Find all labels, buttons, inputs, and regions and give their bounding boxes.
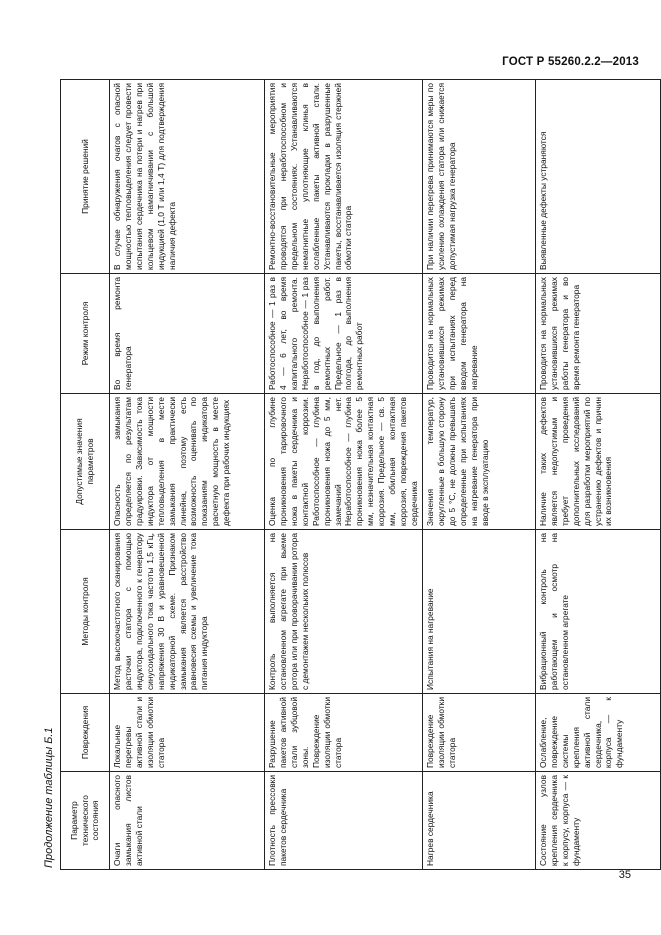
table-cell: Проводится на нормальных установившихся режимах при испытаниях перед вводом генератора на нагревание [422, 274, 535, 394]
header-methods: Методы контроля [61, 530, 110, 694]
table-header-row [61, 80, 110, 870]
table-cell: Ослабление, повреждение системы крепления активной стали сердечника, корпуса — к фундаменту [535, 694, 660, 772]
table-row [422, 80, 535, 870]
table-cell: Выявленные дефекты устраняются [535, 80, 660, 274]
table-cell: Локальные перегревы активной стали и изоляции обмотки статора [110, 694, 265, 772]
header-damage: Повреждения [61, 694, 110, 772]
header-allowed-values: Допустимые значения параметров [61, 394, 110, 530]
header-parameter: Параметр технического состояния [61, 772, 110, 870]
table-row [265, 80, 423, 870]
table-cell: Проводится на нормальных установившихся режимах работы генератора и во время ремонта генератора [535, 274, 660, 394]
table-cell: Оценка по глубине проникновения тарировочного ножа в пакеты сердечника и контактной коррозии. Работоспособное — глубина проникновения ножа до 5 мм, замечаний нет. Неработоспособное — глубина проникновения ножа более 5 мм, незначительная контактная коррозия. Предельное — св. 5 мм, обильная контактная коррозия, повреждения пакетов сердечника [265, 394, 423, 530]
page-number: 35 [618, 869, 631, 881]
table-cell: Разрушение пакетов активной стали зубцовой зоны. Повреждение изоляции обмотки статора [265, 694, 423, 772]
table-caption: Продолжение таблицы Б.1 [43, 727, 55, 868]
header-decision: Принятие решений [61, 80, 110, 274]
rotated-page-area [40, 80, 630, 870]
table-cell: При наличии перегрева принимаются меры по усилению охлаждения статора или снижается допустимая нагрузка генератора [422, 80, 535, 274]
table-cell: Работоспособное — 1 раз в 4 — 6 лет, во время капитального ремонта. Неработоспособное — 1 раз в год, до выполнения ремонтных работ. Предельное — 1 раз в полгода, до выполнения ремонтных работ [265, 274, 423, 394]
table-row [535, 80, 660, 870]
table-cell: Повреждение изоляции обмотки статора [422, 694, 535, 772]
table-cell: Наличие таких дефектов является недопустимым и требует проведения дополнительных исследований для разработки мероприятий по устранению дефектов и причин их возникновения [535, 394, 660, 530]
table-cell: Опасность замыкания определяется по результатам градуировки. Зависимость тока индуктора от мощности тепловыделения в месте замыкания практически линейна, поэтому есть возможность оценивать по показаниям индикатора расчетную мощность в месте дефекта при рабочих индукциях [110, 394, 265, 530]
table-cell: Значения температур, округленные в большую сторону до 5 °С, не должны превышать определенные при испытаниях на нагревание генератора при вводе в эксплуатацию [422, 394, 535, 530]
table-cell: Очаги опасного замыкания листов активной стали [110, 772, 265, 870]
table-cell: В случае обнаружения очагов с опасной мощностью тепловыделения следует провести испытания сердечника на потери и нагрев при кольцевом намагничивании с большой индукцией (1,0 Т или 1,4 Т) для подтверждения наличия дефекта [110, 80, 265, 274]
table-row [110, 80, 265, 870]
table-cell: Испытания на нагревание [422, 530, 535, 694]
table-cell: Ремонтно-восстановительные мероприятия проводятся при неработоспособном и предельном состояниях. Устанавливаются немагнитные уплотняющие клинья в ослабленные пакеты активной стали. Устанавливаются прокладки в разрушенные пакеты, восстанавливается изоляция стержней обмотки статора [265, 80, 423, 274]
table-cell: Нагрев сердечника [422, 772, 535, 870]
header-control-mode: Режим контроля [61, 274, 110, 394]
table-cell: Вибрационный контроль на работающем и осмотр на остановленном агрегате [535, 530, 660, 694]
table-cell: Состояние узлов крепления сердечника к корпусу, корпуса — к фундаменту [535, 772, 660, 870]
landscape-content [40, 80, 630, 870]
table-cell: Во время ремонта генератора [110, 274, 265, 394]
table-cell: Контроль выполняется на остановленном агрегате при выеме ротора или при проворачивании ротора с демонтажем нескольких полюсов [265, 530, 423, 694]
table-cell: Метод высокочастотного сканирования расточки статора с помощью индуктора, подключенного к генератору синусоидального тока частоты 1,5 кГц, напряжения 30 В и уравновешенной индикаторной схеме. Признаком замыкания является расстройство равновесия схемы и увеличение тока питания индуктора [110, 530, 265, 694]
document-code: ГОСТ Р 55260.2.2—2013 [502, 56, 639, 68]
table-cell: Плотность прессовки пакетов сердечника [265, 772, 423, 870]
technical-table [60, 79, 661, 870]
